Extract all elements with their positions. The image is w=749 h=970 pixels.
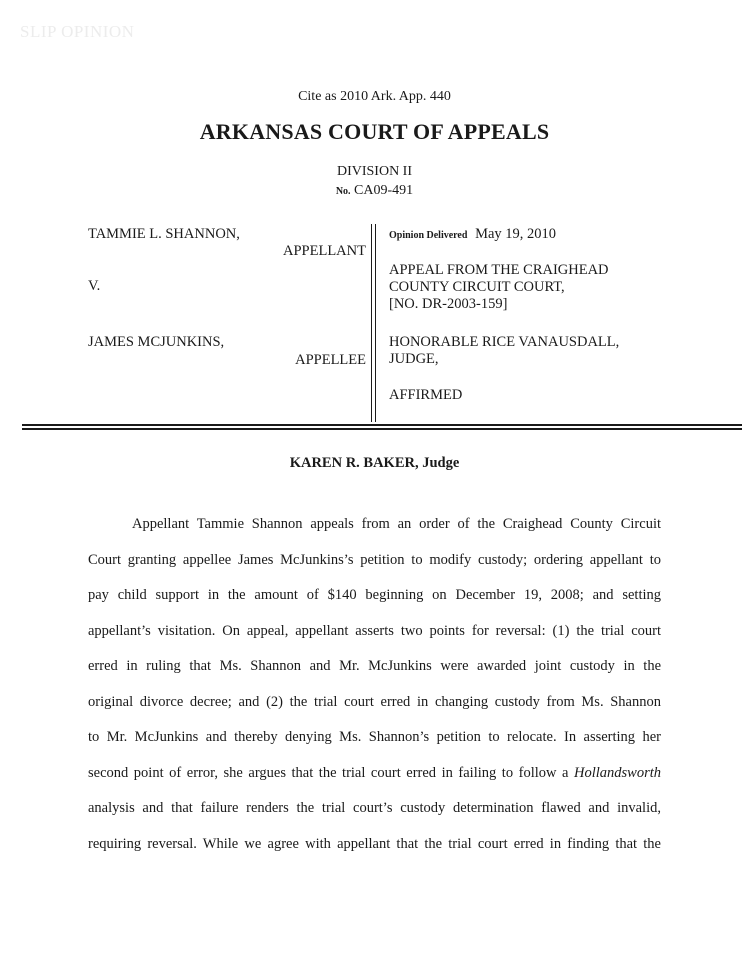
body-line: analysis and that failure renders the trial court’s custody determination flawed and invalid,: [88, 800, 661, 816]
body-line: erred in ruling that Ms. Shannon and Mr. McJunkins were awarded joint custody in the: [88, 658, 661, 674]
appeal-from-line-3: [NO. DR-2003-159]: [389, 296, 508, 312]
caption-rule-bottom: [22, 428, 742, 430]
appellant-name: TAMMIE L. SHANNON,: [88, 226, 240, 242]
authoring-judge: KAREN R. BAKER, Judge: [289, 455, 460, 471]
appellee-name: JAMES MCJUNKINS,: [88, 334, 225, 350]
appeal-from: [389, 262, 609, 313]
caption-divider-left: [371, 224, 372, 422]
docket-prefix: No.: [335, 186, 351, 197]
citation: Cite as 2010 Ark. App. 440: [298, 89, 451, 104]
appellee-role: APPELLEE: [295, 352, 366, 368]
appeal-from-line-1: APPEAL FROM THE CRAIGHEAD: [389, 262, 609, 278]
caption-divider-right: [375, 224, 376, 422]
slip-opinion-watermark: SLIP OPINION: [20, 22, 135, 41]
body-line: to Mr. McJunkins and thereby denying Ms. Shannon’s petition to relocate. In asserting her: [88, 729, 661, 745]
body-line: appellant’s visitation. On appeal, appellant asserts two points for reversal: (1) the trial court: [88, 622, 661, 639]
opinion-delivered: [389, 226, 556, 244]
body-line: Court granting appellee James McJunkins’s petition to modify custody; ordering appellant to: [88, 551, 661, 568]
caption-rule-top: [22, 424, 742, 426]
body-line: Appellant Tammie Shannon appeals from an order of the Craighead County Circuit: [132, 516, 661, 532]
body-line: requiring reversal. While we agree with appellant that the trial court erred in finding that the: [88, 835, 661, 852]
opinion-delivered-label: Opinion Delivered: [389, 230, 468, 241]
versus: V.: [88, 278, 101, 294]
docket-value: CA09-491: [354, 183, 414, 198]
court-title: ARKANSAS COURT OF APPEALS: [199, 119, 550, 144]
trial-judge-line-2: JUDGE,: [389, 351, 439, 367]
appellant-role: APPELLANT: [283, 243, 366, 259]
opinion-body: [88, 507, 661, 862]
body-line: pay child support in the amount of $140 beginning on December 19, 2008; and setting: [88, 587, 661, 603]
disposition: AFFIRMED: [389, 387, 463, 403]
division: DIVISION II: [336, 164, 413, 179]
trial-judge-line-1: HONORABLE RICE VANAUSDALL,: [389, 334, 620, 350]
trial-judge: [389, 334, 619, 368]
body-line: original divorce decree; and (2) the trial court erred in changing custody from Ms. Shannon: [88, 693, 661, 710]
docket-number: [0, 183, 749, 199]
appeal-from-line-2: COUNTY CIRCUIT COURT,: [389, 279, 565, 295]
body-line: [88, 756, 661, 792]
case-name-italic: Hollandsworth: [574, 764, 662, 781]
opinion-delivered-date: May 19, 2010: [475, 226, 557, 242]
body-line-text: second point of error, she argues that the trial court erred in failing to follow a: [88, 764, 569, 781]
